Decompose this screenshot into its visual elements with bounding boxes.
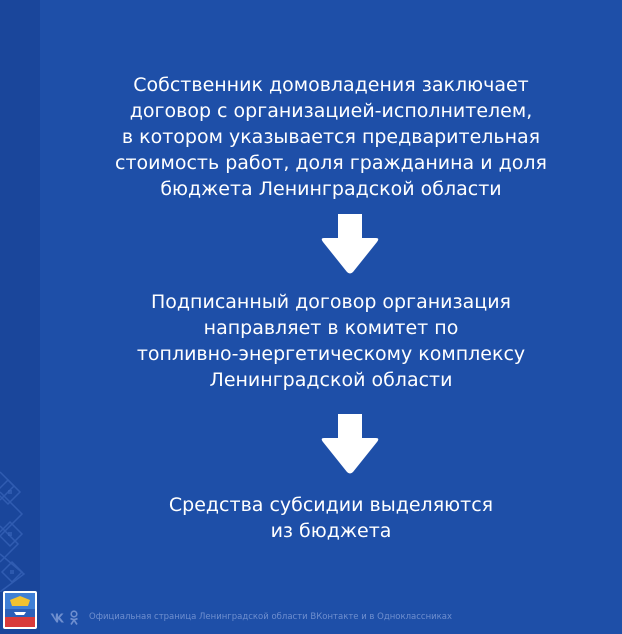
step-2-line: направляет в комитет по <box>203 317 459 339</box>
step-2-line: Ленинградской области <box>209 369 453 391</box>
region-coat-of-arms-icon <box>2 590 38 630</box>
step-3-line: Средства субсидии выделяются <box>168 494 494 516</box>
step-2-line: Подписанный договор организация <box>151 291 511 313</box>
step-1-line: бюджета Ленинградской области <box>160 178 502 200</box>
step-1-text <box>40 72 622 202</box>
footer-caption: Официальная страница Ленинградской области ВКонтакте и в Одноклассниках <box>89 612 453 622</box>
step-2-line: топливно-энергетическому комплексу <box>136 343 526 365</box>
ornament-pattern-icon <box>0 462 40 592</box>
arrow-down-icon <box>320 212 380 276</box>
step-1-line: в котором указывается предварительная <box>121 126 541 148</box>
step-2-text <box>40 289 622 393</box>
left-decorative-strip <box>0 0 40 634</box>
ok-icon[interactable] <box>69 610 79 626</box>
step-1-line: договор с организацией-исполнителем, <box>129 100 533 122</box>
arrow-down-icon <box>320 412 380 476</box>
step-1-line: Собственник домовладения заключает <box>133 74 529 96</box>
vk-icon[interactable] <box>50 613 66 623</box>
main-content <box>40 0 622 634</box>
step-3-line: из бюджета <box>270 520 392 542</box>
step-1-line: стоимость работ, доля гражданина и доля <box>115 152 547 174</box>
step-3-text <box>40 492 622 544</box>
